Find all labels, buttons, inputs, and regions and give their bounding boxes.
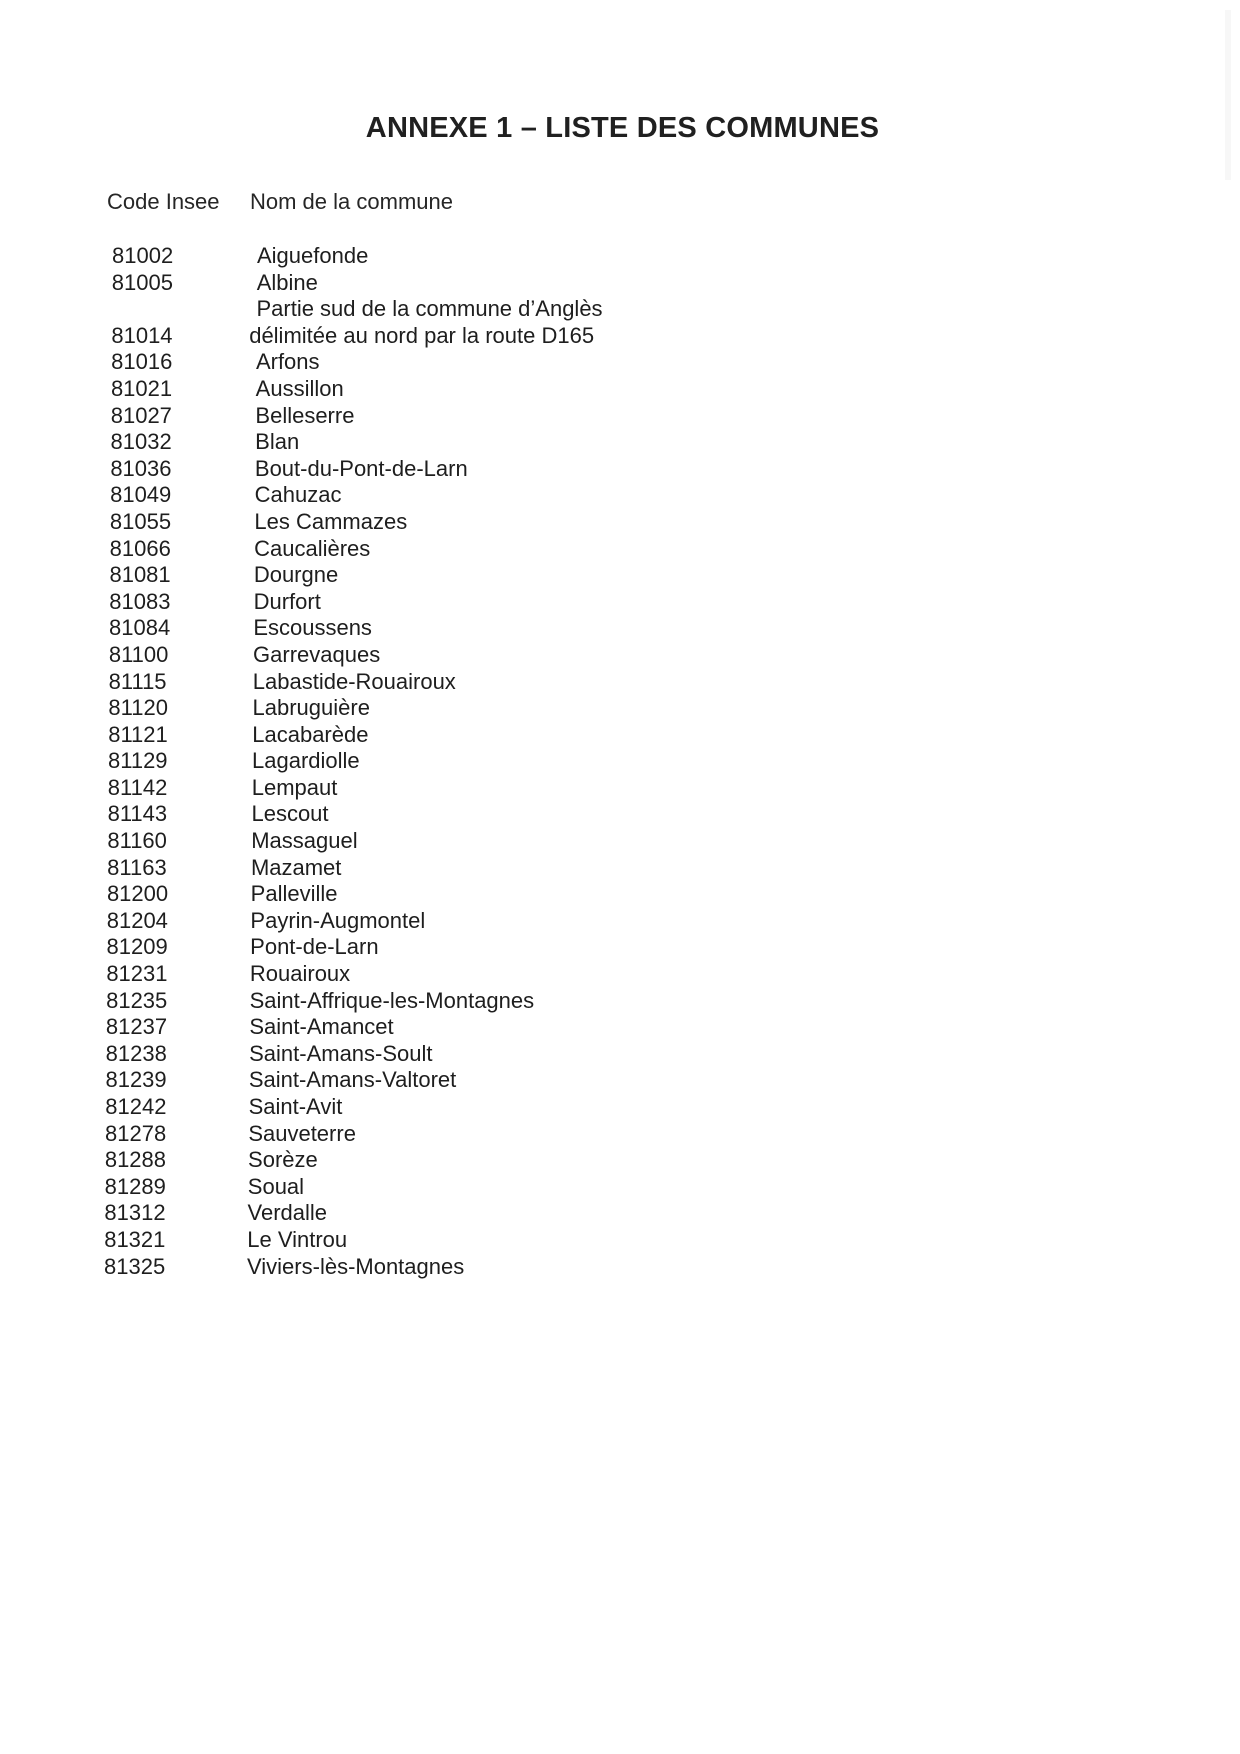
commune-name: Lagardiolle (252, 748, 360, 774)
commune-name: Lempaut (251, 774, 338, 800)
communes-list (0, 243, 1240, 1280)
commune-name: Albine (256, 269, 318, 295)
commune-name: Lacabarède (252, 721, 369, 747)
table-row (0, 429, 1240, 456)
insee-code: 81204 (106, 907, 168, 933)
insee-code: 81027 (110, 402, 172, 428)
page-title: ANNEXE 1 – LISTE DES COMMUNES (365, 112, 880, 144)
commune-name: Sauveterre (248, 1120, 356, 1146)
table-row (0, 243, 1240, 270)
table-row (0, 881, 1240, 908)
table-row (0, 589, 1240, 616)
table-row (0, 456, 1240, 483)
table-row (0, 403, 1240, 430)
table-row (0, 270, 1240, 297)
commune-name: Pont-de-Larn (250, 934, 379, 960)
table-row (0, 722, 1240, 749)
insee-code: 81014 (111, 322, 173, 348)
commune-name: Lescout (251, 801, 329, 827)
insee-code: 81036 (110, 455, 172, 481)
table-row (0, 509, 1240, 536)
insee-code: 81209 (106, 934, 168, 960)
insee-code: 81235 (106, 987, 168, 1013)
table-row (0, 615, 1240, 642)
insee-code: 81002 (112, 243, 174, 268)
table-row (0, 908, 1240, 935)
insee-code: 81084 (109, 615, 171, 641)
insee-code: 81083 (109, 588, 171, 614)
commune-name: Mazamet (250, 854, 342, 880)
column-header-name: Nom de la commune (250, 189, 453, 214)
insee-code: 81129 (108, 748, 168, 774)
scan-edge-artifact (1225, 10, 1231, 180)
table-row (0, 536, 1240, 563)
insee-code: 81120 (108, 695, 168, 721)
commune-name: délimitée au nord par la route D165 (249, 322, 595, 348)
insee-code: 81238 (105, 1040, 167, 1066)
commune-name: Dourgne (253, 562, 339, 588)
table-row (0, 1147, 1240, 1174)
table-row (0, 1094, 1240, 1121)
insee-code: 81081 (109, 562, 171, 588)
table-row (0, 376, 1240, 403)
insee-code: 81237 (105, 1014, 168, 1040)
table-row (0, 828, 1240, 855)
insee-code: 81032 (110, 429, 172, 455)
commune-name: Palleville (250, 881, 338, 907)
commune-name: Sorèze (248, 1147, 318, 1173)
table-row (0, 1200, 1240, 1227)
table-row (0, 1254, 1240, 1281)
insee-code: 81312 (104, 1200, 166, 1226)
commune-name: Blan (255, 429, 300, 455)
insee-code: 81289 (104, 1173, 166, 1199)
table-row (0, 934, 1240, 961)
commune-name: Partie sud de la commune d’Anglès (256, 296, 603, 322)
table-row (0, 669, 1240, 696)
insee-code: 81288 (104, 1147, 167, 1173)
table-row (0, 562, 1240, 589)
insee-code: 81242 (105, 1094, 167, 1119)
insee-code: 81278 (105, 1120, 167, 1146)
table-row (0, 1014, 1240, 1041)
insee-code: 81142 (107, 774, 168, 800)
commune-name: Rouairoux (249, 961, 351, 987)
commune-name: Aussillon (255, 375, 344, 401)
insee-code: 81143 (107, 801, 168, 827)
commune-name: Caucalières (254, 535, 371, 561)
insee-code: 81066 (109, 535, 171, 561)
insee-code: 81239 (105, 1067, 167, 1093)
commune-name: Saint-Affrique-les-Montagnes (249, 987, 535, 1013)
column-header-code: Code Insee (107, 189, 220, 214)
table-row (0, 695, 1240, 722)
commune-name: Labruguière (252, 695, 370, 721)
commune-name: Escoussens (253, 615, 372, 641)
table-row (0, 482, 1240, 509)
table-row (0, 988, 1240, 1015)
table-row (0, 748, 1240, 775)
insee-code: 81100 (108, 641, 169, 667)
table-row (0, 961, 1240, 988)
commune-name: Saint-Amans-Soult (249, 1040, 433, 1066)
insee-code: 81005 (111, 269, 173, 295)
insee-code: 81200 (106, 881, 169, 907)
table-row (0, 1121, 1240, 1148)
table-row (0, 1174, 1240, 1201)
insee-code: 81049 (110, 482, 172, 508)
insee-code: 81321 (104, 1226, 166, 1252)
insee-code: 81121 (108, 721, 168, 747)
insee-code: 81055 (109, 508, 172, 534)
commune-name: Saint-Amancet (249, 1014, 394, 1040)
commune-name: Le Vintrou (247, 1226, 348, 1252)
insee-code: 81115 (108, 668, 167, 694)
commune-name: Cahuzac (254, 482, 342, 508)
commune-name: Saint-Amans-Valtoret (248, 1067, 457, 1093)
table-row (0, 349, 1240, 376)
commune-name: Garrevaques (253, 641, 381, 667)
commune-name: Massaguel (251, 828, 358, 854)
insee-code: 81325 (104, 1253, 166, 1279)
table-row (0, 323, 1240, 350)
commune-name: Payrin-Augmontel (250, 907, 426, 933)
table-row (0, 775, 1240, 802)
insee-code: 81163 (107, 854, 167, 880)
commune-name: Aiguefonde (257, 243, 369, 268)
table-row (0, 855, 1240, 882)
commune-name: Viviers-lès-Montagnes (247, 1253, 465, 1279)
commune-name: Durfort (253, 588, 321, 614)
commune-name: Soual (247, 1173, 305, 1199)
commune-name: Saint-Avit (248, 1094, 343, 1119)
table-row (0, 1067, 1240, 1094)
commune-name: Arfons (255, 349, 320, 375)
table-row (0, 1041, 1240, 1068)
table-row (0, 1227, 1240, 1254)
insee-code: 81160 (107, 828, 167, 854)
commune-name: Belleserre (255, 402, 355, 428)
commune-name: Verdalle (247, 1200, 328, 1226)
commune-name: Bout-du-Pont-de-Larn (254, 455, 468, 481)
insee-code: 81021 (110, 375, 173, 401)
table-row (0, 642, 1240, 669)
commune-name: Les Cammazes (254, 508, 408, 534)
commune-name: Labastide-Rouairoux (252, 668, 456, 694)
insee-code: 81231 (106, 961, 168, 987)
table-row (0, 296, 1240, 323)
table-row (0, 801, 1240, 828)
insee-code: 81016 (111, 349, 173, 375)
